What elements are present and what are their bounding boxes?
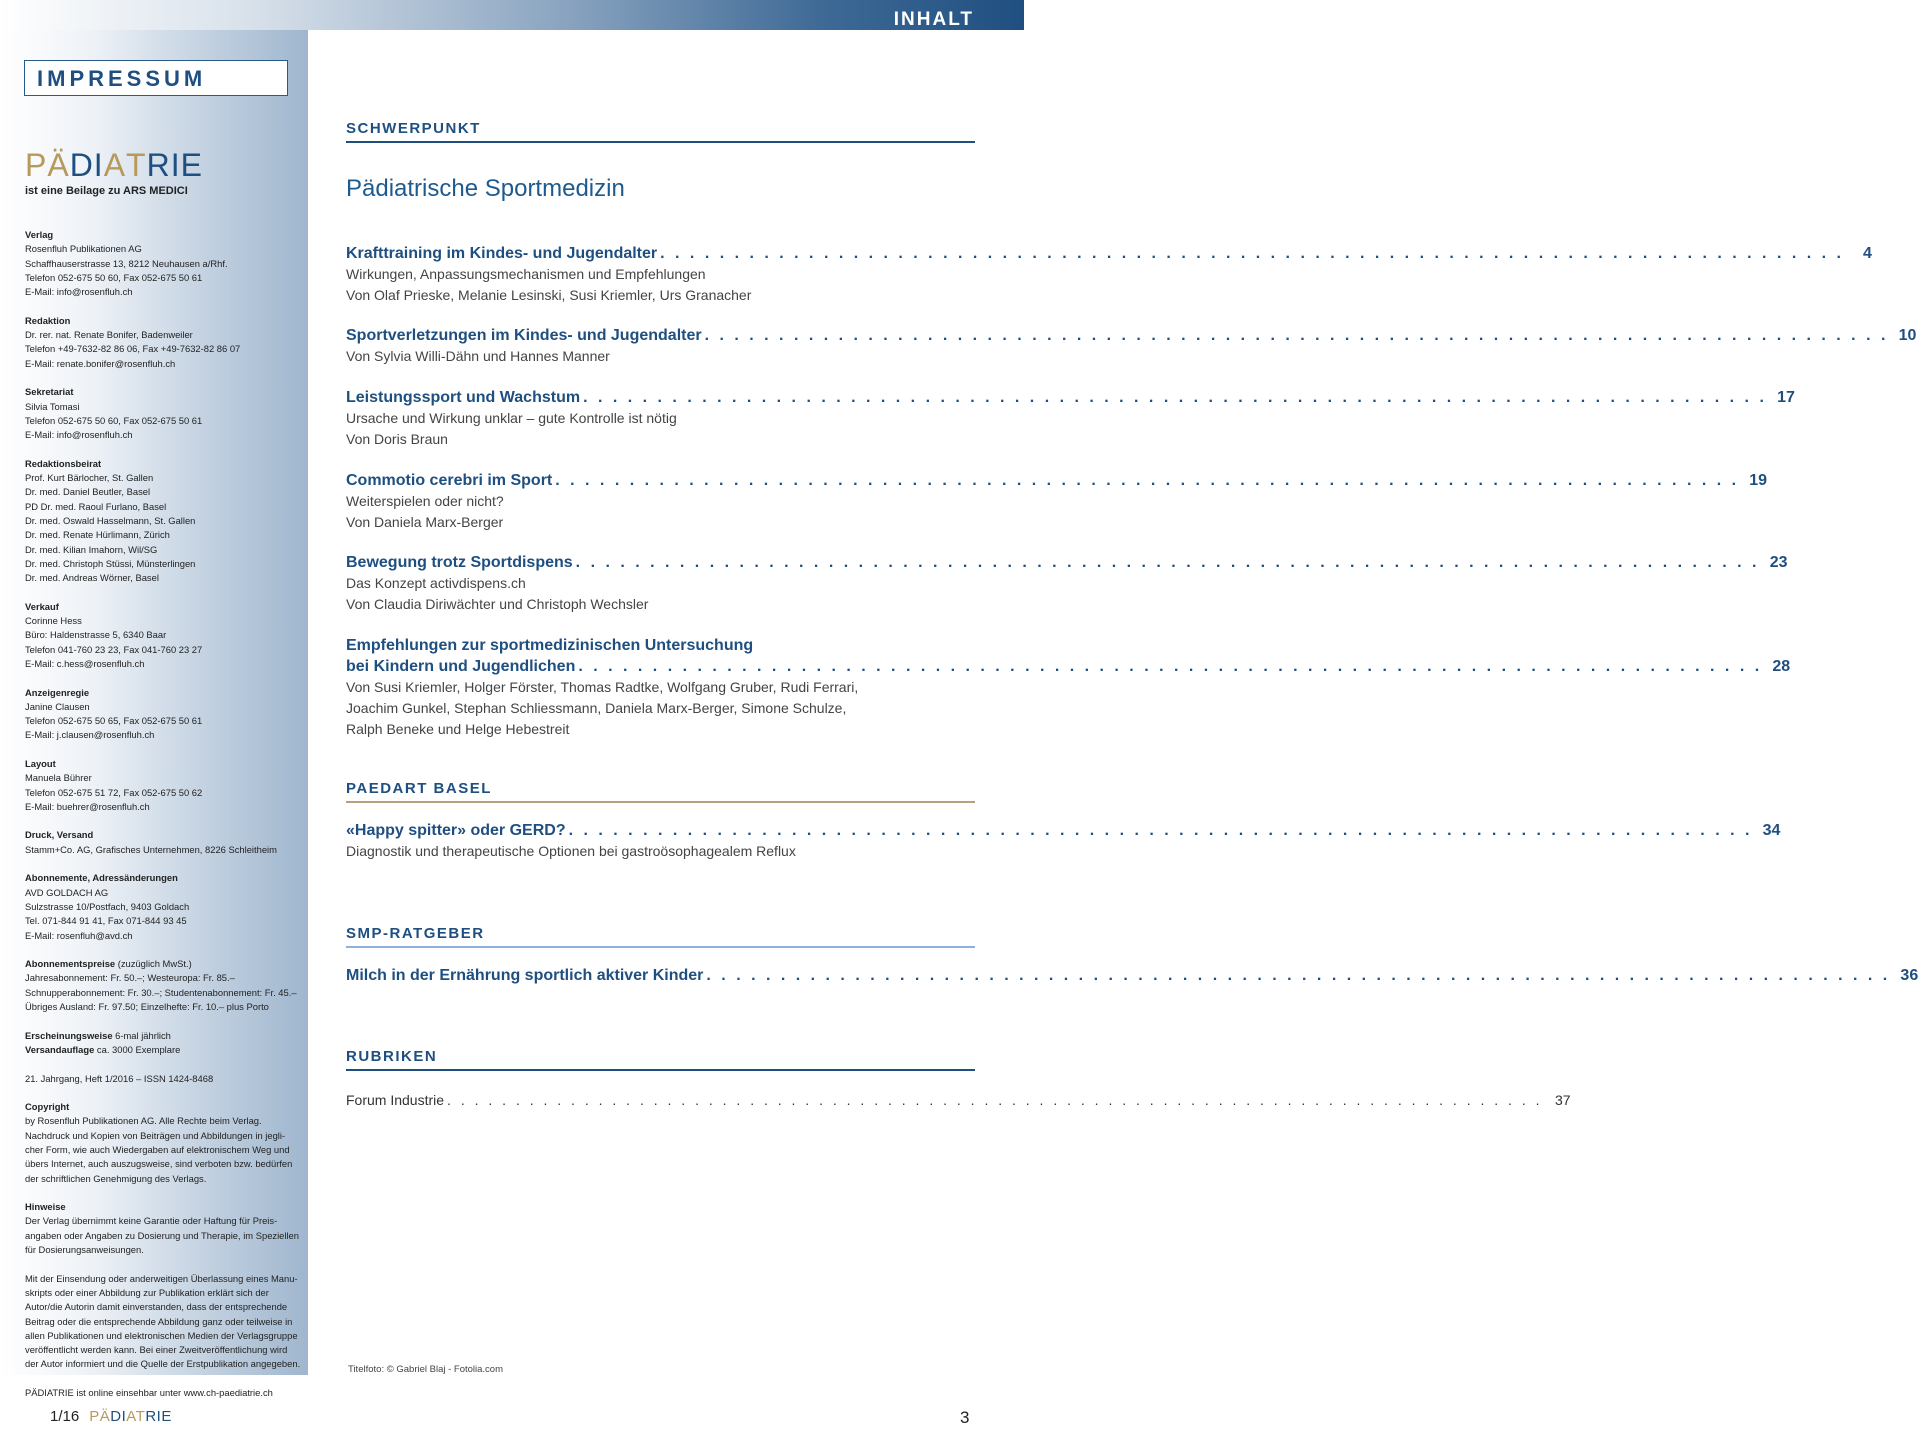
toc-entry[interactable] xyxy=(346,1090,1571,1111)
toc-entry-page: 36 xyxy=(1900,967,1918,984)
impressum-block xyxy=(25,871,305,942)
toc-entry-title: Bewegung trotz Sportdispens xyxy=(346,554,573,571)
toc-entry-line xyxy=(346,820,1781,841)
impressum-heading: Verkauf xyxy=(25,600,59,612)
impressum-line: Nachdruck und Kopien von Beiträgen und Abbildungen in jegli- xyxy=(25,1129,286,1141)
logo-letter: I xyxy=(93,147,104,183)
toc-entry-title: bei Kindern und Jugendlichen xyxy=(346,658,576,675)
impressum-line: veröffentlicht werden kann. Bei einer Zweitveröffentlichung wird xyxy=(25,1344,288,1356)
toc-entry-page: 19 xyxy=(1749,472,1768,489)
impressum-block xyxy=(25,457,305,586)
impressum-heading: Druck, Versand xyxy=(25,829,94,841)
focus-title: Pädiatrische Sportmedizin xyxy=(346,175,625,202)
dot-leader: . . . . . . . . . . . . . . . . . . . . . . . . . . . . . . . . . . . . . . . . . . . . . . . . . . . . . . . . . . . . . . . . . . . . . . . . . . . . . . . . xyxy=(583,389,1767,406)
toc-entry-subline: Von Daniela Marx-Berger xyxy=(346,514,504,530)
footer-logo xyxy=(89,1408,172,1426)
impressum-sidebar xyxy=(0,30,308,1399)
impressum-line: PÄDIATRIE ist online einsehbar unter www.ch-paediatrie.ch xyxy=(25,1387,273,1399)
impressum-line: Telefon 052-675 51 72, Fax 052-675 50 62 xyxy=(25,786,203,798)
impressum-line: Prof. Kurt Bärlocher, St. Gallen xyxy=(25,472,154,484)
impressum-line: Beitrag oder die entsprechende Abbildung ganz oder teilweise in xyxy=(25,1315,293,1327)
impressum-block xyxy=(25,314,305,371)
impressum-line: Manuela Bührer xyxy=(25,772,92,784)
impressum-line: Jahresabonnement: Fr. 50.–; Westeuropa: Fr. 85.– xyxy=(25,972,235,984)
impressum-line: skripts oder einer Abbildung zur Publikation erklärt sich der xyxy=(25,1286,269,1298)
logo-letter: R xyxy=(145,1408,157,1425)
toc-entry-line xyxy=(346,552,1788,573)
toc-entry-subline: Diagnostik und therapeutische Optionen bei gastroösophagealem Reflux xyxy=(346,843,796,859)
impressum-heading: Layout xyxy=(25,757,56,769)
toc-entry-title-line: Empfehlungen zur sportmedizinischen Untersuchung xyxy=(346,637,754,654)
impressum-heading: Redaktionsbeirat xyxy=(25,457,102,469)
logo-letter: Ä xyxy=(47,147,70,183)
impressum-heading: Hinweise xyxy=(25,1201,66,1213)
toc-entry-page: 10 xyxy=(1898,327,1917,344)
impressum-line: Telefon 052-675 50 65, Fax 052-675 50 61 xyxy=(25,715,203,727)
logo-letter: I xyxy=(170,147,181,183)
paediatrie-logo xyxy=(25,148,203,182)
impressum-block xyxy=(25,600,305,671)
impressum-line: E-Mail: j.clausen@rosenfluh.ch xyxy=(25,729,155,741)
toc-entry-subline: Ralph Beneke und Helge Hebestreit xyxy=(346,721,570,737)
impressum-line: E-Mail: buehrer@rosenfluh.ch xyxy=(25,800,150,812)
toc-entry[interactable] xyxy=(346,552,1788,615)
impressum-line: Dr. med. Oswald Hasselmann, St. Gallen xyxy=(25,514,196,526)
dot-leader: . . . . . . . . . . . . . . . . . . . . . . . . . . . . . . . . . . . . . . . . . . . . . . . . . . . . . . . . . . . . . . . . . . . . . . . . . . . . . . . . xyxy=(706,967,1891,984)
toc-entry-line xyxy=(346,243,1872,264)
section-rule-schwerpunkt xyxy=(346,141,975,143)
impressum-line: Stamm+Co. AG, Grafisches Unternehmen, 8226 Schleitheim xyxy=(25,843,277,855)
toc-entry-title: «Happy spitter» oder GERD? xyxy=(346,822,566,839)
toc-entry[interactable] xyxy=(346,387,1795,450)
dot-leader: . . . . . . . . . . . . . . . . . . . . . . . . . . . . . . . . . . . . . . . . . . . . . . . . . . . . . . . . . . . . . . . . . . . . . . . . . . . . . . . . xyxy=(704,327,1889,344)
toc-entry[interactable] xyxy=(346,470,1768,533)
logo-letter: I xyxy=(156,1408,162,1425)
impressum-line: allen Publikationen und elektronischen Medien der Verlagsgruppe xyxy=(25,1329,298,1341)
toc-entry[interactable] xyxy=(346,965,1918,986)
impressum-line: Autor/die Autorin damit einverstanden, dass der entsprechende xyxy=(25,1301,288,1313)
logo-letter: I xyxy=(121,1408,127,1425)
impressum-block xyxy=(25,957,305,1014)
impressum-line: Mit der Einsendung oder anderweitigen Überlassung eines Manu- xyxy=(25,1272,298,1284)
toc-entry-subline: Joachim Gunkel, Stephan Schliessmann, Daniela Marx-Berger, Simone Schulze, xyxy=(346,700,847,716)
section-heading-smp: SMP-RATGEBER xyxy=(346,925,485,942)
toc-entry-line xyxy=(346,965,1918,986)
cover-photo-credit: Titelfoto: © Gabriel Blaj - Fotolia.com xyxy=(348,1364,504,1375)
section-heading-schwerpunkt: SCHWERPUNKT xyxy=(346,120,481,137)
toc-entry-page: 4 xyxy=(1863,245,1872,262)
impressum-line: PD Dr. med. Raoul Furlano, Basel xyxy=(25,500,167,512)
logo-letter: A xyxy=(126,1408,136,1425)
section-label-inhalt: INHALT xyxy=(893,9,974,30)
toc-entry-title: Forum Industrie xyxy=(346,1092,445,1108)
toc-entry-page: 28 xyxy=(1772,658,1791,675)
impressum-line: 21. Jahrgang, Heft 1/2016 – ISSN 1424-8468 xyxy=(25,1072,214,1084)
impressum-line: by Rosenfluh Publikationen AG. Alle Rechte beim Verlag. xyxy=(25,1115,262,1127)
impressum-block xyxy=(25,385,305,442)
logo-letter: E xyxy=(161,1408,172,1425)
impressum-line: übers Internet, auch auszugsweise, sind verboten bzw. bedürfen xyxy=(25,1158,293,1170)
footer-issue xyxy=(50,1408,172,1426)
toc-entry-subline: Von Claudia Diriwächter und Christoph Wechsler xyxy=(346,596,649,612)
logo-letter: T xyxy=(135,1408,146,1425)
logo-letter: Ä xyxy=(99,1408,111,1425)
toc-entry-subline: Ursache und Wirkung unklar – gute Kontrolle ist nötig xyxy=(346,410,677,426)
toc-entry[interactable] xyxy=(346,243,1872,306)
impressum-block xyxy=(25,1386,305,1400)
section-rule-smp xyxy=(346,946,975,948)
top-gradient-band xyxy=(0,0,1024,30)
toc-entry-page: 37 xyxy=(1554,1092,1571,1108)
impressum-block xyxy=(25,1272,305,1372)
toc-entry-title: Commotio cerebri im Sport xyxy=(346,472,553,489)
toc-entry-page: 34 xyxy=(1762,822,1781,839)
logo-letter: A xyxy=(103,147,127,183)
impressum-line: Corinne Hess xyxy=(25,615,82,627)
dot-leader: . . . . . . . . . . . . . . . . . . . . . . . . . . . . . . . . . . . . . . . . . . . . . . . . . . . . . . . . . . . . . . . . . . . . . . . . . . . . . . . . xyxy=(575,554,1760,571)
impressum-line: Dr. med. Andreas Wörner, Basel xyxy=(25,572,159,584)
toc-entry-line xyxy=(346,387,1795,408)
section-rule-rubriken xyxy=(346,1069,975,1071)
impressum-line: Telefon 052-675 50 60, Fax 052-675 50 61 xyxy=(25,414,203,426)
toc-entry-title: Milch in der Ernährung sportlich aktiver Kinder xyxy=(346,967,704,984)
logo-tagline: ist eine Beilage zu ARS MEDICI xyxy=(25,185,188,197)
impressum-line: Tel. 071-844 91 41, Fax 071-844 93 45 xyxy=(25,915,187,927)
impressum-block xyxy=(25,828,305,857)
section-rule-paedart xyxy=(346,801,975,803)
toc-entry[interactable] xyxy=(346,325,1917,367)
impressum-title-box xyxy=(24,60,288,96)
impressum-line: Übriges Ausland: Fr. 97.50; Einzelhefte: Fr. 10.– plus Porto xyxy=(25,1001,269,1013)
footer-issue-number: 1/16 xyxy=(50,1408,80,1425)
impressum-line: angaben oder Angaben zu Dosierung und Therapie, im Speziellen xyxy=(25,1229,299,1241)
dot-leader: . . . . . . . . . . . . . . . . . . . . . . . . . . . . . . . . . . . . . . . . . . . . . . . . . . . . . . . . . . . . . . . . . . . . . . . . . . . . . . . . xyxy=(660,245,1844,262)
toc-entry-line xyxy=(346,1090,1571,1111)
logo-letter: D xyxy=(110,1408,122,1425)
logo-letter: T xyxy=(126,147,147,183)
toc-entry-line xyxy=(346,656,1791,677)
toc-entry-subline: Das Konzept activdispens.ch xyxy=(346,575,526,591)
dot-leader: . . . . . . . . . . . . . . . . . . . . . . . . . . . . . . . . . . . . . . . . . . . . . . . . . . . . . . . . . . . . . . . . . . . . . . . . . . . . . . . . xyxy=(568,822,1753,839)
impressum-block xyxy=(25,1200,305,1257)
impressum-line: Dr. med. Renate Hürlimann, Zürich xyxy=(25,529,170,541)
toc-entry-title: Krafttraining im Kindes- und Jugendalter xyxy=(346,245,658,262)
impressum-block xyxy=(25,1072,305,1086)
impressum-block xyxy=(25,1100,305,1186)
impressum-block xyxy=(25,1029,305,1058)
impressum-heading: Anzeigenregie xyxy=(25,686,90,698)
impressum-block xyxy=(25,228,305,299)
impressum-line: E-Mail: info@rosenfluh.ch xyxy=(25,429,133,441)
impressum-inline-line: Versandauflage ca. 3000 Exemplare xyxy=(25,1043,181,1055)
impressum-line: Telefon 052-675 50 60, Fax 052-675 50 61 xyxy=(25,271,203,283)
impressum-details xyxy=(25,228,305,1415)
toc-entry-page: 17 xyxy=(1777,389,1795,406)
toc-entry-subline: Wirkungen, Anpassungsmechanismen und Empfehlungen xyxy=(346,266,706,282)
impressum-line: Telefon +49-7632-82 86 06, Fax +49-7632-82 86 07 xyxy=(25,343,241,355)
impressum-line: Sulzstrasse 10/Postfach, 9403 Goldach xyxy=(25,900,190,912)
toc-entry-subline: Weiterspielen oder nicht? xyxy=(346,493,504,509)
impressum-heading: Abonnementspreise (zuzüglich MwSt.) xyxy=(25,958,192,970)
impressum-inline-line: Erscheinungsweise 6-mal jährlich xyxy=(25,1029,171,1041)
impressum-line: Büro: Haldenstrasse 5, 6340 Baar xyxy=(25,629,167,641)
toc-entry-line xyxy=(346,325,1917,346)
impressum-line: E-Mail: info@rosenfluh.ch xyxy=(25,286,133,298)
toc-entry-subline: Von Sylvia Willi-Dähn und Hannes Manner xyxy=(346,348,610,364)
impressum-heading: Abonnemente, Adressänderungen xyxy=(25,872,178,884)
impressum-line: Schaffhauserstrasse 13, 8212 Neuhausen a/Rhf. xyxy=(25,257,228,269)
toc-entry-subline: Von Olaf Prieske, Melanie Lesinski, Susi Kriemler, Urs Granacher xyxy=(346,287,752,303)
toc-entry-line xyxy=(346,470,1768,491)
logo-letter: D xyxy=(69,147,94,183)
logo-letter: P xyxy=(89,1408,100,1425)
impressum-line: Rosenfluh Publikationen AG xyxy=(25,243,142,255)
impressum-line: E-Mail: renate.bonifer@rosenfluh.ch xyxy=(25,357,176,369)
impressum-line: Schnupperabonnement: Fr. 30.–; Studentenabonnement: Fr. 45.– xyxy=(25,986,297,998)
impressum-line: Dr. med. Daniel Beutler, Basel xyxy=(25,486,151,498)
impressum-heading: Copyright xyxy=(25,1101,70,1113)
toc-entry-title: Leistungssport und Wachstum xyxy=(346,389,581,406)
impressum-line: Der Verlag übernimmt keine Garantie oder Haftung für Preis- xyxy=(25,1215,278,1227)
section-heading-paedart: PAEDART BASEL xyxy=(346,780,492,797)
impressum-title: IMPRESSUM xyxy=(37,66,207,91)
impressum-line: Silvia Tomasi xyxy=(25,400,80,412)
impressum-heading: Verlag xyxy=(25,229,54,240)
toc-entry[interactable] xyxy=(346,820,1781,862)
impressum-line: Dr. med. Kilian Imahorn, Wil/SG xyxy=(25,543,158,555)
toc-entry-title: Sportverletzungen im Kindes- und Jugendalter xyxy=(346,327,702,344)
impressum-heading: Sekretariat xyxy=(25,386,74,398)
footer-page-number: 3 xyxy=(960,1408,970,1427)
impressum-line: Dr. rer. nat. Renate Bonifer, Badenweiler xyxy=(25,329,193,341)
dot-leader: . . . . . . . . . . . . . . . . . . . . . . . . . . . . . . . . . . . . . . . . . . . . . . . . . . . . . . . . . . . . . . . . . . . . . . . . . . . . . . . . xyxy=(555,472,1740,489)
impressum-line: für Dosierungsanweisungen. xyxy=(25,1244,144,1256)
dot-leader: . . . . . . . . . . . . . . . . . . . . . . . . . . . . . . . . . . . . . . . . . . . . . . . . . . . . . . . . . . . . . . . . . . . . . . . . . . . . . . . . xyxy=(447,1092,1543,1108)
impressum-line: E-Mail: c.hess@rosenfluh.ch xyxy=(25,657,145,669)
impressum-line: Dr. med. Christoph Stüssi, Münsterlingen xyxy=(25,557,196,569)
impressum-heading: Redaktion xyxy=(25,314,71,326)
impressum-line: der schriftlichen Genehmigung des Verlags. xyxy=(25,1172,207,1184)
impressum-line: Janine Clausen xyxy=(25,700,90,712)
toc-entry-subline: Von Susi Kriemler, Holger Förster, Thomas Radtke, Wolfgang Gruber, Rudi Ferrari, xyxy=(346,679,859,695)
dot-leader: . . . . . . . . . . . . . . . . . . . . . . . . . . . . . . . . . . . . . . . . . . . . . . . . . . . . . . . . . . . . . . . . . . . . . . . . . . . . . . . . xyxy=(578,658,1763,675)
impressum-block xyxy=(25,757,305,814)
section-heading-rubriken: RUBRIKEN xyxy=(346,1048,438,1065)
impressum-line: E-Mail: rosenfluh@avd.ch xyxy=(25,929,133,941)
impressum-line: der Autor informiert und die Quelle der Erstpublikation angegeben. xyxy=(25,1358,301,1370)
toc-entry-page: 23 xyxy=(1769,554,1788,571)
impressum-line: Telefon 041-760 23 23, Fax 041-760 23 27 xyxy=(25,643,203,655)
impressum-line: AVD GOLDACH AG xyxy=(25,886,109,898)
logo-letter: R xyxy=(146,147,171,183)
toc-entry[interactable] xyxy=(346,635,1791,740)
logo-letter: E xyxy=(180,147,203,183)
impressum-line: cher Form, wie auch Wiedergaben auf elektronischem Weg und xyxy=(25,1144,290,1155)
logo-letter: P xyxy=(25,147,48,183)
toc-entry-subline: Von Doris Braun xyxy=(346,431,448,447)
impressum-block xyxy=(25,686,305,743)
